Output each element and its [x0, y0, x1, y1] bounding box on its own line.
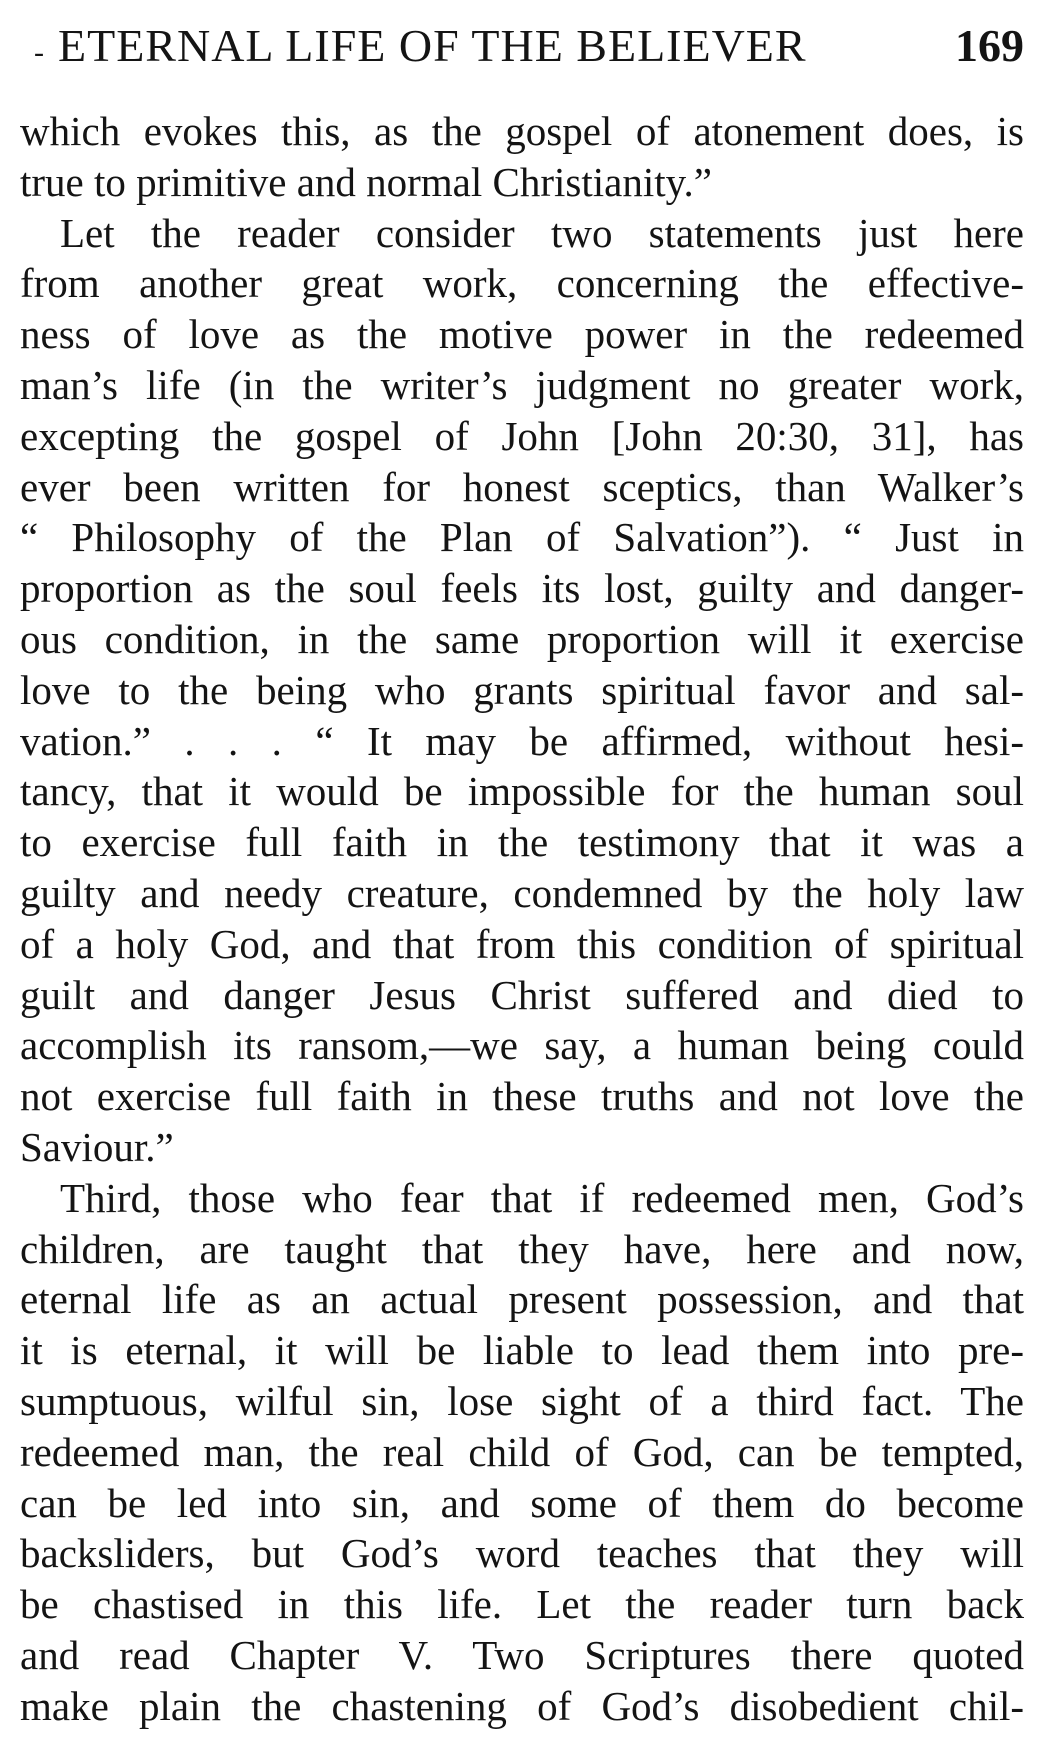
text-line: Saviour.” [20, 1123, 174, 1170]
text-line: of a holy God, and that from this condition of spiritual [20, 920, 1024, 967]
text-line: true to primitive and normal Christianity.” [20, 158, 712, 205]
text-line: to exercise full faith in the testimony that it was a [20, 819, 1024, 866]
text-line: sumptuous, wilful sin, lose sight of a third fact. The [20, 1377, 1024, 1424]
text-line: guilt and danger Jesus Christ suffered and died to [20, 971, 1024, 1018]
text-line: Let the reader consider two statements just here [60, 209, 1024, 256]
text-line: children, are taught that they have, here and now, [20, 1225, 1024, 1272]
text-line: man’s life (in the writer’s judgment no greater work, [20, 361, 1024, 408]
text-line: make plain the chastening of God’s disobedient chil- [20, 1682, 1024, 1729]
text-line: ous condition, in the same proportion will it exercise [20, 615, 1024, 662]
text-line: ever been written for honest sceptics, than Walker’s [20, 463, 1024, 510]
text-line: be chastised in this life. Let the reader turn back [20, 1581, 1024, 1628]
running-head-title: ETERNAL LIFE OF THE BELIEVER [58, 20, 807, 71]
running-head [20, 8, 1024, 78]
text-line: “ Philosophy of the Plan of Salvation”). “ Just in [20, 514, 1024, 561]
text-line: love to the being who grants spiritual favor and sal- [20, 666, 1024, 713]
text-line: it is eternal, it will be liable to lead them into pre- [20, 1327, 1024, 1374]
text-line: excepting the gospel of John [John 20:30, 31], has [20, 412, 1024, 459]
header-mark: - [34, 36, 44, 69]
text-line: which evokes this, as the gospel of atonement does, is [20, 108, 1024, 154]
text-line: ness of love as the motive power in the redeemed [20, 311, 1024, 358]
text-line: guilty and needy creature, condemned by the holy law [20, 869, 1024, 916]
text-line: vation.” . . . “ It may be affirmed, without hesi- [20, 717, 1024, 764]
text-line: eternal life as an actual present possession, and that [20, 1276, 1024, 1323]
text-line: redeemed man, the real child of God, can be tempted, [20, 1428, 1024, 1475]
text-line: accomplish its ransom,—we say, a human being could [20, 1022, 1024, 1069]
text-line: tancy, that it would be impossible for the human soul [20, 768, 1024, 815]
text-line: from another great work, concerning the effective- [20, 260, 1024, 307]
text-line: proportion as the soul feels its lost, guilty and danger- [20, 565, 1024, 612]
text-line: can be led into sin, and some of them do become [20, 1479, 1024, 1526]
text-line: backsliders, but God’s word teaches that they will [20, 1530, 1024, 1577]
text-line: Third, those who fear that if redeemed men, God’s [60, 1174, 1024, 1221]
page-number: 169 [955, 20, 1024, 71]
text-line: and read Chapter V. Two Scriptures there quoted [20, 1631, 1024, 1678]
body-text [20, 106, 1024, 1732]
text-line: not exercise full faith in these truths and not love the [20, 1073, 1024, 1120]
